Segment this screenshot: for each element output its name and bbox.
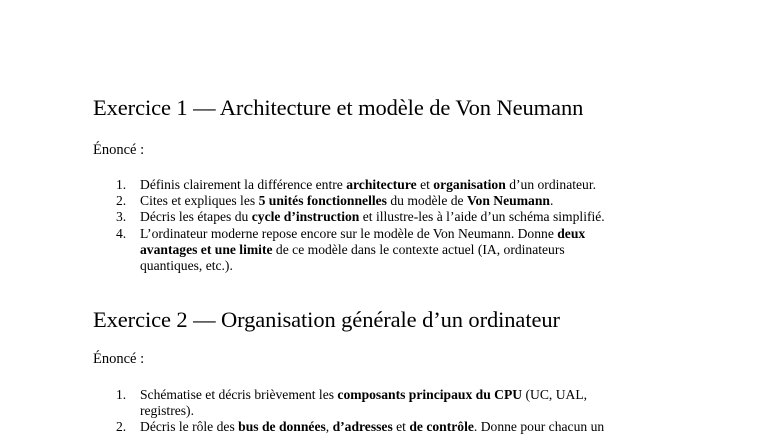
text-segment: . Donne pour chacun un xyxy=(473,419,605,435)
text-segment: et xyxy=(416,177,434,192)
text-segment: du modèle de xyxy=(386,193,467,209)
text-segment: Décris le rôle des xyxy=(140,419,239,435)
question-number: 1. xyxy=(116,177,127,192)
question-text-line xyxy=(140,403,685,419)
emphasized-text: 5 unités fonctionnelles xyxy=(258,193,387,209)
text-segment: . xyxy=(549,193,554,209)
emphasized-text: avantages et une limite xyxy=(140,241,273,257)
text-segment: registres). xyxy=(140,403,194,419)
question-text-line xyxy=(140,387,685,403)
emphasized-text: de contrôle xyxy=(409,419,474,435)
emphasized-text: d’adresses xyxy=(332,419,393,435)
emphasized-text: organisation xyxy=(433,177,506,192)
question-item xyxy=(0,209,685,225)
text-segment: Schématise et décris brièvement les xyxy=(140,387,338,402)
question-text-line xyxy=(140,209,685,225)
question-item xyxy=(0,177,685,193)
text-segment: de ce modèle dans le contexte actuel (IA, ordinateurs xyxy=(272,241,565,257)
exercise-1-title: Exercice 1 — Architecture et modèle de Von Neumann xyxy=(93,95,584,120)
emphasized-text: architecture xyxy=(346,177,417,192)
question-text xyxy=(140,177,685,193)
question-number: 1. xyxy=(116,387,127,402)
emphasized-text: Von Neumann xyxy=(466,193,550,209)
question-text xyxy=(140,387,685,419)
question-item xyxy=(0,226,685,275)
exercise-1-question-list xyxy=(0,177,685,274)
question-number: 2. xyxy=(116,193,127,209)
question-text xyxy=(140,419,685,435)
exercise-1-enonce-label: Énoncé : xyxy=(93,142,145,158)
text-segment: (UC, UAL, xyxy=(522,387,588,402)
text-segment: quantiques, etc.). xyxy=(140,258,233,274)
question-text-line xyxy=(140,258,685,274)
question-text xyxy=(140,193,685,209)
text-segment: Décris les étapes du xyxy=(140,209,252,225)
question-number: 2. xyxy=(116,419,127,435)
text-segment: d’un ordinateur. xyxy=(505,177,597,192)
exercise-2-title: Exercice 2 — Organisation générale d’un ordinateur xyxy=(93,307,560,332)
text-segment: et xyxy=(392,419,410,435)
emphasized-text: bus de données xyxy=(238,419,326,435)
question-text xyxy=(140,209,685,225)
question-number: 3. xyxy=(116,209,127,225)
question-text xyxy=(140,226,685,275)
question-item xyxy=(0,387,685,419)
question-number: 4. xyxy=(116,225,127,241)
question-text-line xyxy=(140,242,685,258)
text-segment: et illustre-les à l’aide d’un schéma simplifié. xyxy=(359,209,605,225)
emphasized-text: deux xyxy=(557,225,586,241)
question-text-line xyxy=(140,226,685,242)
text-segment: Définis clairement la différence entre xyxy=(140,177,347,192)
exercise-2-enonce-label: Énoncé : xyxy=(93,351,145,367)
question-text-line xyxy=(140,419,685,435)
exercise-2-question-list xyxy=(0,387,685,436)
text-segment: L’ordinateur moderne repose encore sur le modèle de Von Neumann. Donne xyxy=(140,225,558,241)
question-text-line xyxy=(140,177,685,193)
text-segment: , xyxy=(325,419,333,435)
question-text-line xyxy=(140,193,685,209)
question-item xyxy=(0,419,685,435)
text-segment: Cites et expliques les xyxy=(140,193,259,209)
emphasized-text: cycle d’instruction xyxy=(251,209,360,225)
question-item xyxy=(0,193,685,209)
emphasized-text: composants principaux du CPU xyxy=(337,387,523,402)
